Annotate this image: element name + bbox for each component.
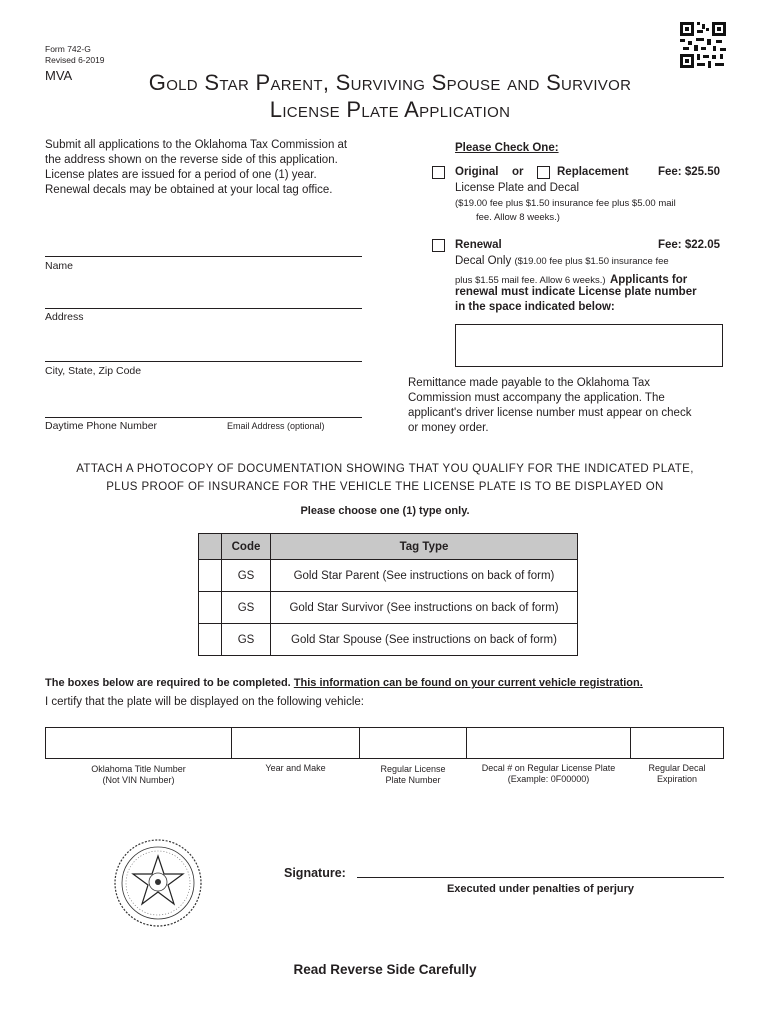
year-make-label: Year and Make (265, 763, 326, 773)
required-boxes-text: The boxes below are required to be completed. This information can be found on your current vehicle registration. (45, 677, 643, 689)
tag-type-cell: Gold Star Parent (See instructions on back of form) (271, 560, 578, 592)
name-line[interactable] (45, 256, 362, 257)
renewal-note-3: renewal must indicate License plate number (455, 286, 697, 298)
tag-type-table (198, 533, 578, 656)
renewal-note-4: in the space indicated below: (455, 301, 615, 313)
select-cell[interactable] (199, 560, 222, 592)
choose-one-text: Please choose one (1) type only. (300, 505, 470, 517)
renewal-label: Renewal (455, 239, 502, 251)
original-fee: Fee: $25.50 (657, 166, 720, 178)
code-cell: GS (222, 592, 271, 624)
original-desc: License Plate and Decal (455, 182, 580, 194)
code-cell: GS (222, 624, 271, 656)
decal-number-box[interactable] (466, 727, 631, 759)
form-title-line2: License Plate Application (269, 97, 511, 122)
decal-number-label: Decal # on Regular License Plate (Example: 0F00000) (481, 763, 616, 784)
email-label: Email Address (optional) (227, 421, 325, 431)
tag-type-cell: Gold Star Survivor (See instructions on back of form) (271, 592, 578, 624)
remittance-text: Remittance made payable to the Oklahoma Tax Commission must accompany the application. The applicant's driver license number must appear on check or money order. (408, 377, 692, 434)
certify-text: I certify that the plate will be displayed on the following vehicle: (45, 696, 364, 708)
renewal-plate-number-box[interactable] (455, 324, 723, 367)
phone-label: Daytime Phone Number (45, 420, 158, 432)
revised-date: Revised 6-2019 (45, 55, 105, 65)
address-label: Address (45, 311, 84, 323)
title-number-box[interactable] (45, 727, 232, 759)
decal-expiration-box[interactable] (630, 727, 724, 759)
read-reverse-text: Read Reverse Side Carefully (293, 962, 477, 977)
plate-number-label: Regular License Plate Number (380, 764, 446, 785)
table-row[interactable] (199, 560, 578, 592)
code-cell: GS (222, 560, 271, 592)
or-label: or (512, 166, 524, 178)
original-checkbox[interactable] (432, 166, 445, 179)
renewal-note-line2: plus $1.55 mail fee. Allow 6 weeks.) Applicants for (455, 274, 688, 286)
renewal-fee: Fee: $22.05 (657, 239, 720, 251)
replacement-checkbox[interactable] (537, 166, 550, 179)
plate-number-box[interactable] (359, 727, 467, 759)
renewal-desc-line: Decal Only ($19.00 fee plus $1.50 insurance fee (455, 255, 669, 267)
select-cell[interactable] (199, 592, 222, 624)
phone-email-line[interactable] (45, 417, 362, 418)
name-label: Name (45, 260, 74, 272)
form-title-line1: Gold Star Parent, Surviving Spouse and Survivor (148, 70, 632, 95)
check-one-heading: Please Check One: (455, 142, 559, 154)
attach-notice: ATTACH A PHOTOCOPY OF DOCUMENTATION SHOWING THAT YOU QUALIFY FOR THE INDICATED PLATE, PLUS PROOF OF INSURANCE FOR THE VEHICLE THE LICENSE PLATE IS TO BE DISPLAYED ON (76, 463, 694, 493)
qr-code-icon (680, 22, 726, 68)
intro-text: Submit all applications to the Oklahoma Tax Commission at the address shown on the reverse side of this application. License plates are issued for a period of one (1) year. Renewal decals may be obtained at your local tag office. (45, 139, 348, 196)
table-row[interactable] (199, 592, 578, 624)
original-label: Original (455, 166, 499, 178)
address-line[interactable] (45, 308, 362, 309)
city-state-zip-line[interactable] (45, 361, 362, 362)
form-number: Form 742-G (45, 44, 91, 54)
signature-label: Signature: (284, 866, 346, 880)
select-column-header (199, 534, 222, 560)
year-make-box[interactable] (231, 727, 360, 759)
code-column-header: Code (222, 534, 271, 560)
oklahoma-state-seal-icon (113, 838, 203, 928)
signature-line[interactable] (357, 877, 724, 878)
renewal-checkbox[interactable] (432, 239, 445, 252)
tag-type-column-header: Tag Type (271, 534, 578, 560)
table-row[interactable] (199, 624, 578, 656)
tag-type-cell: Gold Star Spouse (See instructions on back of form) (271, 624, 578, 656)
perjury-text: Executed under penalties of perjury (446, 883, 635, 895)
replacement-label: Replacement (557, 166, 629, 178)
original-note-1: ($19.00 fee plus $1.50 insurance fee plus $5.00 mail (455, 198, 676, 209)
decal-expiration-label: Regular Decal Expiration (648, 763, 706, 784)
select-cell[interactable] (199, 624, 222, 656)
agency-code: MVA (45, 68, 73, 83)
original-note-2: fee. Allow 8 weeks.) (476, 212, 560, 223)
city-state-zip-label: City, State, Zip Code (45, 365, 142, 377)
title-number-label: Oklahoma Title Number (Not VIN Number) (91, 764, 186, 785)
